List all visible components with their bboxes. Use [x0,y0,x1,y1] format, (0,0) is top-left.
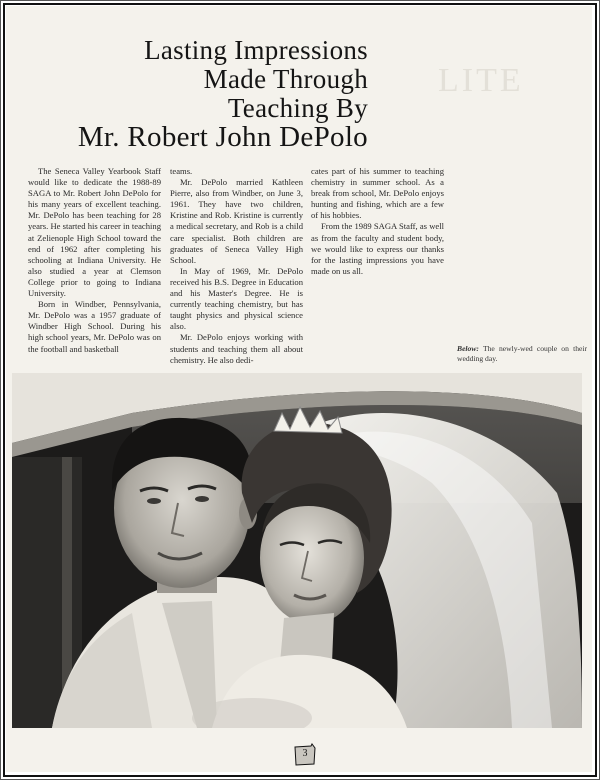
text-column-3 [311,166,444,277]
paragraph: The Seneca Valley Yearbook Staff would like to dedicate the 1988-89 SAGA to Mr. Robert John DePolo for his many years of excellent teaching. Mr. DePolo has been teaching for 28 years. He started his career in teaching at Zelienople High School toward the end of 1962 after completing his schooling at Indiana University. He also studied a year at Clemson College prior to going to Indiana University. [28,166,161,299]
wedding-photo [12,373,582,728]
title-line-2: Made Through [203,64,368,94]
paragraph: Born in Windber, Pennsylvania, Mr. DePolo was a 1957 graduate of Windber High School. During his high school years, Mr. DePolo was on the football and basketball [28,299,161,354]
paragraph: teams. [170,166,193,176]
paragraph: From the 1989 SAGA Staff, as well as from the faculty and student body, we would like to express our thanks for the lasting impressions you have made on us all. [311,221,444,276]
title-line-3: Teaching By [227,93,368,123]
page-number-badge [294,742,316,768]
page-title [6,36,368,152]
paragraph: In May of 1969, Mr. DePolo received his B.S. Degree in Education and his Master's Degree. He is currently teaching chemistry, but has taught physics and physical science also. [170,265,303,332]
caption-text: The newly-wed couple on their wedding day. [457,344,587,363]
text-column-1 [28,166,161,355]
wedding-photo-illustration [12,373,582,728]
yearbook-page [6,6,592,772]
photo-caption [457,344,587,364]
paragraph: Mr. DePolo married Kathleen Pierre, also from Windber, on June 3, 1961. They have two children, Kristine and Rob. Kristine is currently a medical secretary, and Rob is a child care specialist. Both children are graduates of Seneca Valley High School. [170,177,303,265]
title-line-4: Mr. Robert John DePolo [77,121,368,153]
paragraph: cates part of his summer to teaching chemistry in summer school. As a break from school, Mr. DePolo enjoys hunting and fishing, which are a few of his hobbies. [311,166,444,221]
title-line-1: Lasting Impressions [144,35,368,65]
text-column-2 [170,166,303,366]
page-number: 3 [302,748,308,759]
bleed-through-text: LITE [438,62,524,99]
caption-lead: Below: [457,344,479,353]
paragraph: Mr. DePolo enjoys working with students and teaching them all about chemistry. He also dedi- [170,332,303,365]
